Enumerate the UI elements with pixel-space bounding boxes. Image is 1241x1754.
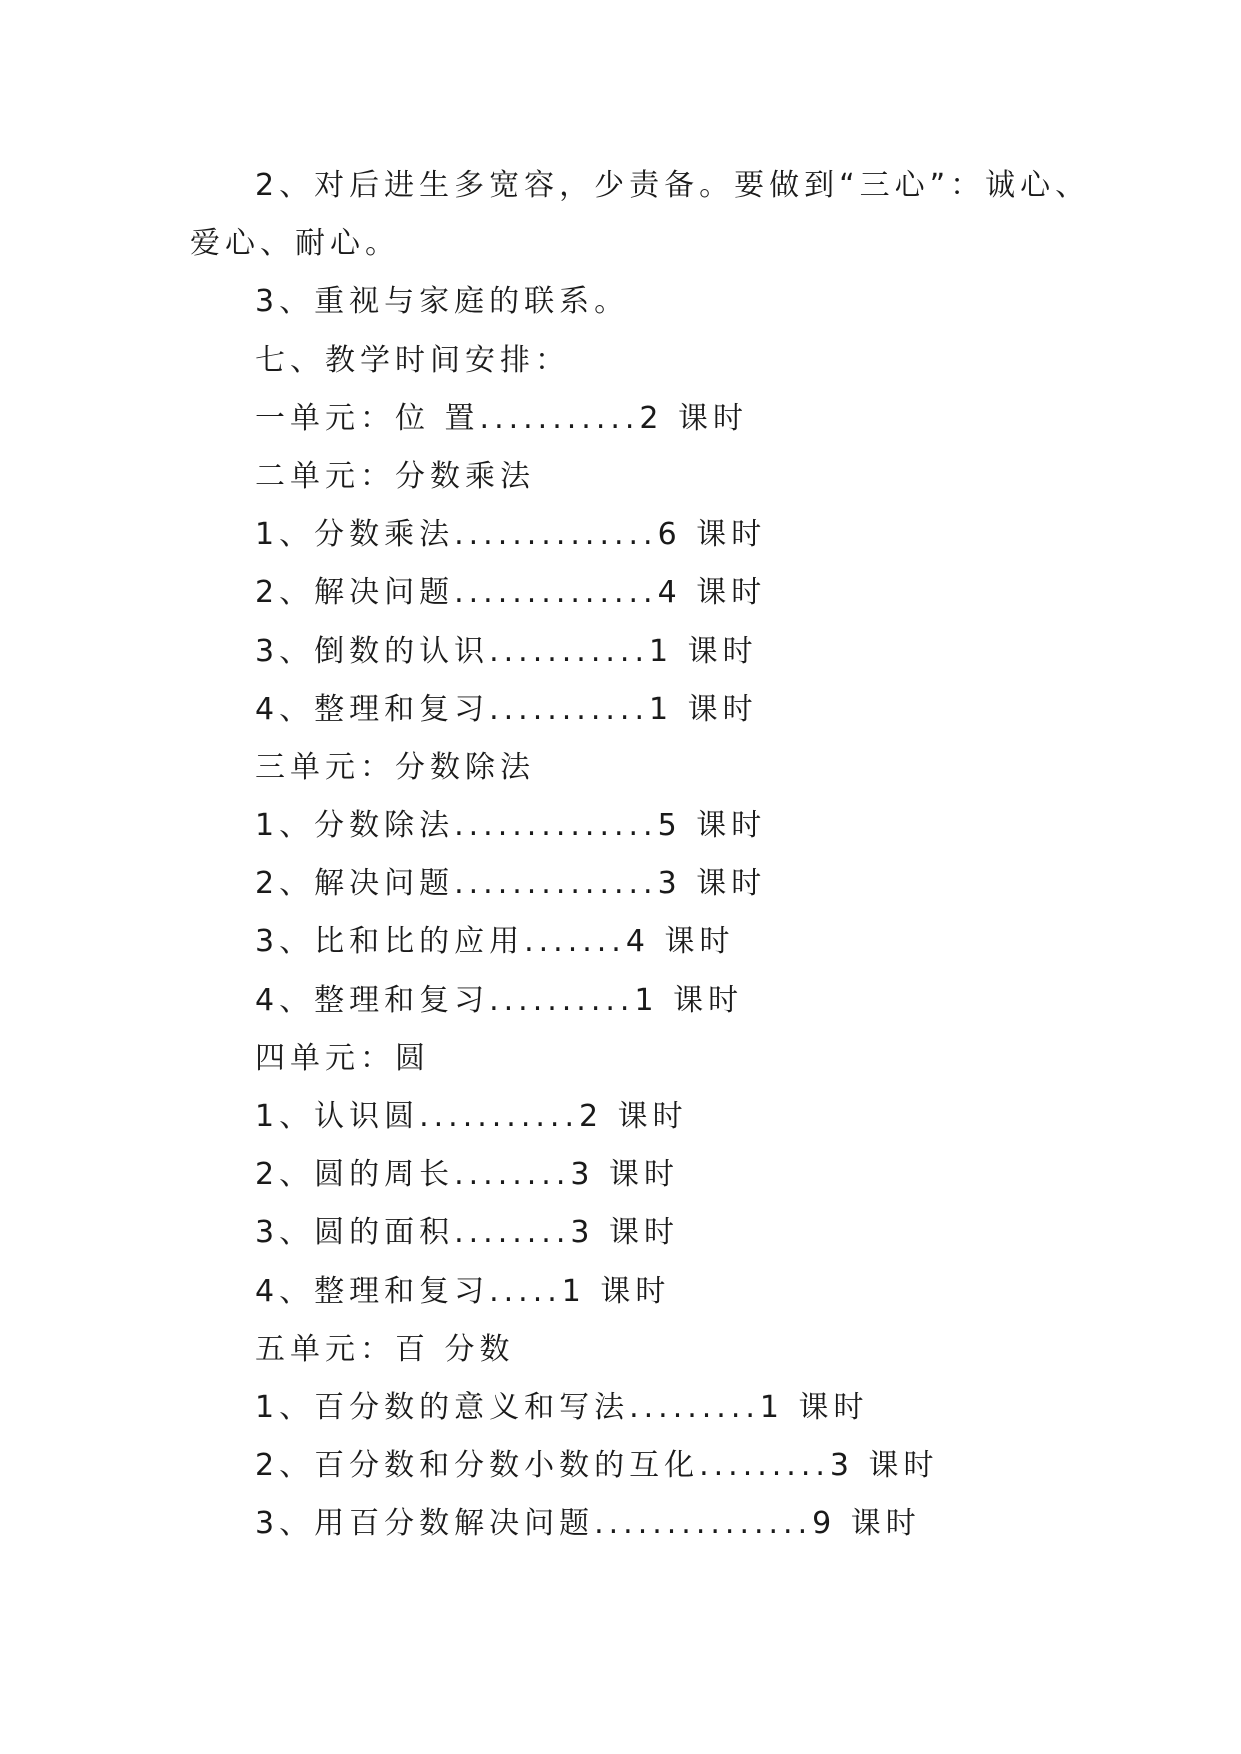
section-heading: 七、教学时间安排： xyxy=(255,342,570,378)
schedule-item: 2、圆的周长........3 课时 xyxy=(255,1157,679,1193)
schedule-unit-heading: 二单元：分数乘法 xyxy=(255,458,535,494)
schedule-item: 4、整理和复习..........1 课时 xyxy=(255,982,744,1018)
schedule-item: 1、认识圆...........2 课时 xyxy=(255,1099,688,1134)
document-body xyxy=(190,157,1090,1554)
schedule-item: 3、用百分数解决问题...............9 课时 xyxy=(255,1506,921,1542)
paragraph-line: 3、重视与家庭的联系。 xyxy=(255,284,630,320)
schedule-item: 4、整理和复习.....1 课时 xyxy=(255,1273,671,1309)
schedule-item: 2、百分数和分数小数的互化.........3 课时 xyxy=(255,1448,939,1484)
schedule-item: 1、百分数的意义和写法.........1 课时 xyxy=(255,1389,869,1425)
paragraph-line: 2、对后进生多宽容，少责备。要做到“三心”：诚心、 xyxy=(255,168,1091,203)
schedule-item: 2、解决问题..............3 课时 xyxy=(255,866,767,902)
schedule-item: 3、倒数的认识...........1 课时 xyxy=(255,633,758,669)
paragraph-line: 爱心、耐心。 xyxy=(190,226,400,262)
schedule-item: 4、整理和复习...........1 课时 xyxy=(255,691,758,727)
schedule-unit-heading: 五单元：百 分数 xyxy=(255,1331,515,1367)
schedule-item: 1、分数除法..............5 课时 xyxy=(255,808,767,844)
schedule-item: 2、解决问题..............4 课时 xyxy=(255,575,767,611)
schedule-item: 3、比和比的应用.......4 课时 xyxy=(255,924,735,960)
schedule-item: 3、圆的面积........3 课时 xyxy=(255,1215,679,1251)
schedule-unit-heading: 一单元：位 置...........2 课时 xyxy=(255,400,749,436)
schedule-unit-heading: 四单元：圆 xyxy=(255,1040,430,1076)
schedule-item: 1、分数乘法..............6 课时 xyxy=(255,517,767,553)
schedule-unit-heading: 三单元：分数除法 xyxy=(255,749,535,785)
